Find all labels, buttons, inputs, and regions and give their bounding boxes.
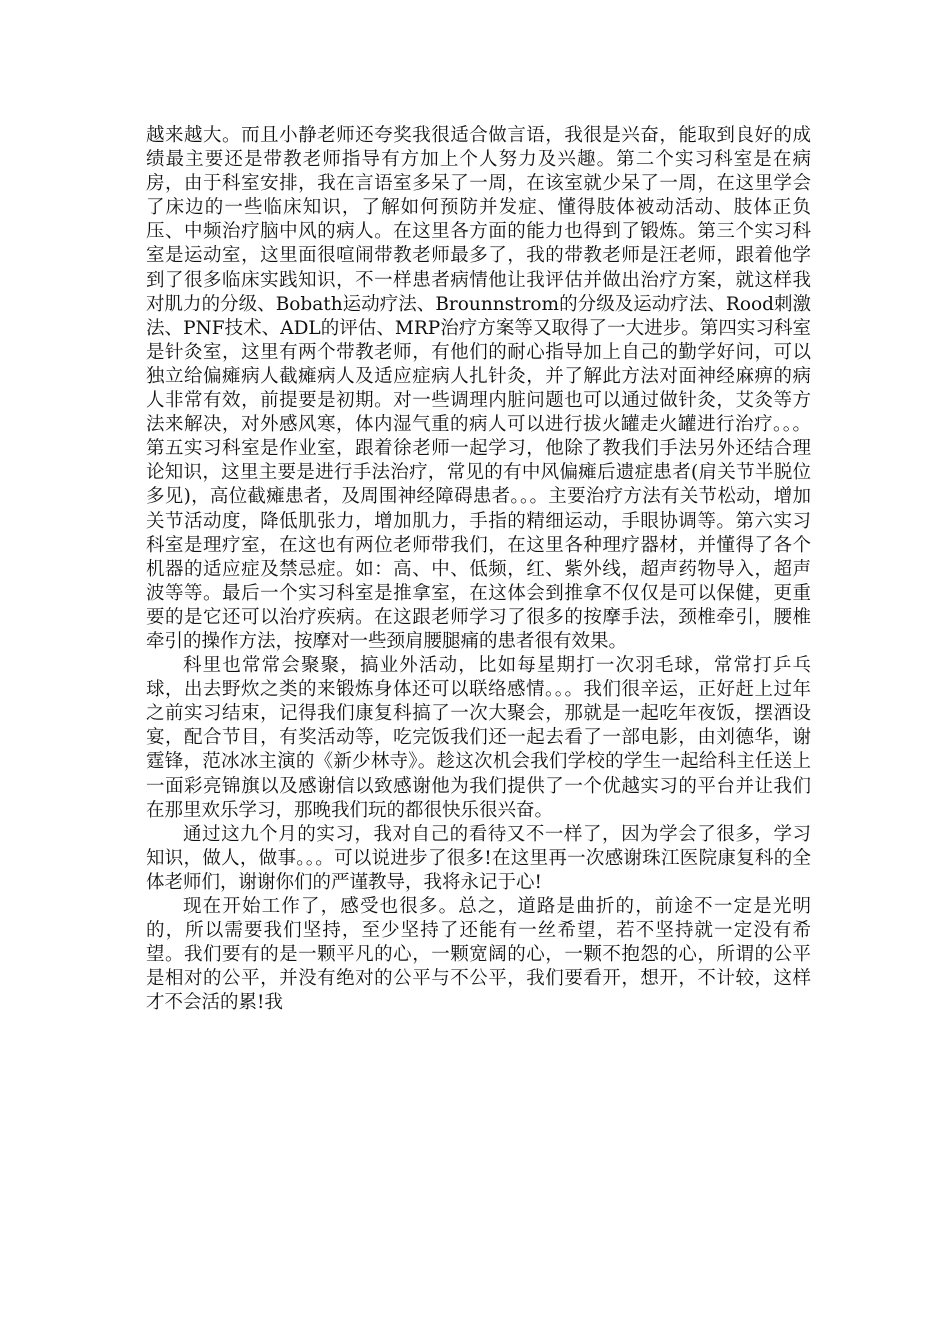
paragraph-working-reflection: 现在开始工作了，感受也很多。总之，道路是曲折的，前途不一定是光明的，所以需要我们坚持，至少坚持了还能有一丝希望，若不坚持就一定没有希望。我们要有的是一颗平凡的心，一颗宽阔的心，一颗不抱怨的心，所谓的公平是相对的公平，并没有绝对的公平与不公平，我们要看开，想开，不计较，这样才不会活的累!我	[146, 896, 811, 1014]
paragraph-gratitude: 通过这九个月的实习，我对自己的看待又不一样了，因为学会了很多，学习知识，做人，做事。。。可以说进步了很多!在这里再一次感谢珠江医院康复科的全体老师们，谢谢你们的严谨教导，我将永记于心!	[146, 823, 811, 893]
paragraph-activities: 科里也常常会聚聚，搞业外活动，比如每星期打一次羽毛球，常常打乒乓球，出去野炊之类的来锻炼身体还可以联络感情。。。我们很辛运，正好赶上过年之前实习结束，记得我们康复科搞了一次大聚会，那就是一起吃年夜饭，摆酒设宴，配合节目，有奖活动等，吃完饭我们还一起去看了一部电影，由刘德华，谢霆锋，范冰冰主演的《新少林寺》。趁这次机会我们学校的学生一起给科主任送上一面彩亮锦旗以及感谢信以致感谢他为我们提供了一个优越实习的平台并让我们在那里欢乐学习，那晚我们玩的都很快乐很兴奋。	[146, 655, 811, 821]
document-body	[146, 124, 811, 1015]
paragraph-internship-departments: 越来越大。而且小静老师还夸奖我很适合做言语，我很是兴奋，能取到良好的成绩最主要还是带教老师指导有方加上个人努力及兴趣。第二个实习科室是在病房，由于科室安排，我在言语室多呆了一周，在该室就少呆了一周，在这里学会了床边的一些临床知识，了解如何预防并发症、懂得肢体被动活动、肢体正负压、中频治疗脑中风的病人。在这里各方面的能力也得到了锻炼。第三个实习科室是运动室，这里面很喧闹带教老师最多了，我的带教老师是汪老师，跟着他学到了很多临床实践知识，不一样患者病情他让我评估并做出治疗方案，就这样我对肌力的分级、Bobath运动疗法、Brounnstrom的分级及运动疗法、Rood刺激法、PNF技术、ADL的评估、MRP治疗方案等又取得了一大进步。第四实习科室是针灸室，这里有两个带教老师，有他们的耐心指导加上自己的勤学好问，可以独立给偏瘫病人截瘫病人及适应症病人扎针灸，并了解此方法对面神经麻痹的病人非常有效，前提要是初期。对一些调理内脏问题也可以通过做针灸，艾灸等方法来解决，对外感风寒，体内湿气重的病人可以进行拔火罐走火罐进行治疗。。。第五实习科室是作业室，跟着徐老师一起学习，他除了教我们手法另外还结合理论知识，这里主要是进行手法治疗，常见的有中风偏瘫后遗症患者(肩关节半脱位多见)，高位截瘫患者，及周围神经障碍患者。。。主要治疗方法有关节松动，增加关节活动度，降低肌张力，增加肌力，手指的精细运动，手眼协调等。第六实习科室是理疗室，在这也有两位老师带我们，在这里各种理疗器材，并懂得了各个机器的适应症及禁忌症。如：高、中、低频，红、紫外线，超声药物导入，超声波等等。最后一个实习科室是推拿室，在这体会到推拿不仅仅是可以保健，更重要的是它还可以治疗疾病。在这跟老师学习了很多的按摩手法，颈椎牵引，腰椎牵引的操作方法，按摩对一些颈肩腰腿痛的患者很有效果。	[146, 125, 811, 652]
